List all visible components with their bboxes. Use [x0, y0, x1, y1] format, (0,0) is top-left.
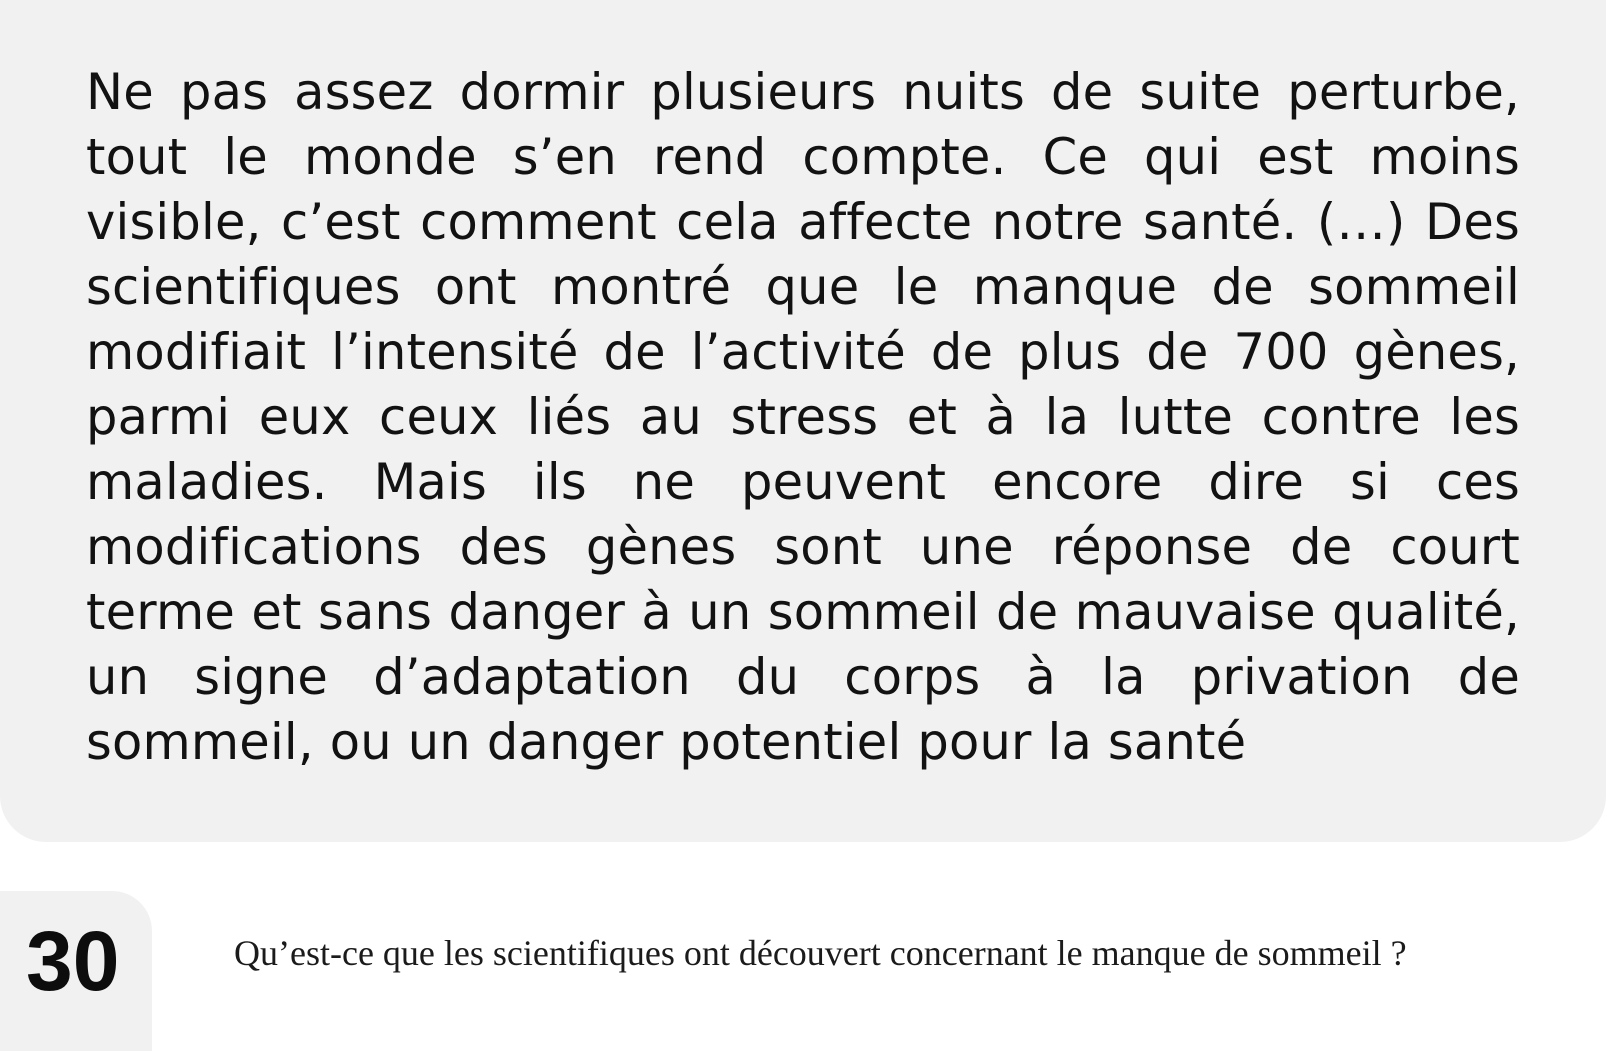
passage-text: Ne pas assez dormir plusieurs nuits de suite perturbe, tout le monde s’en rend compte. Ce qui est moins visible, c’est comment cela affecte notre santé. (…) Des scientifiques ont montré que le manque de sommeil modifiait l’intensité de l’activité de plus de 700 gènes, parmi eux ceux liés au stress et à la lutte contre les maladies. Mais ils ne peuvent encore dire si ces modifications des gènes sont une réponse de court terme et sans danger à un sommeil de mauvaise qualité, un signe d’adaptation du corps à la privation de sommeil, ou un danger potentiel pour la santé: [86, 63, 1520, 771]
question-text: Qu’est-ce que les scientifiques ont découvert concernant le manque de sommeil ?: [234, 933, 1407, 973]
question-number: 30: [26, 914, 120, 1008]
